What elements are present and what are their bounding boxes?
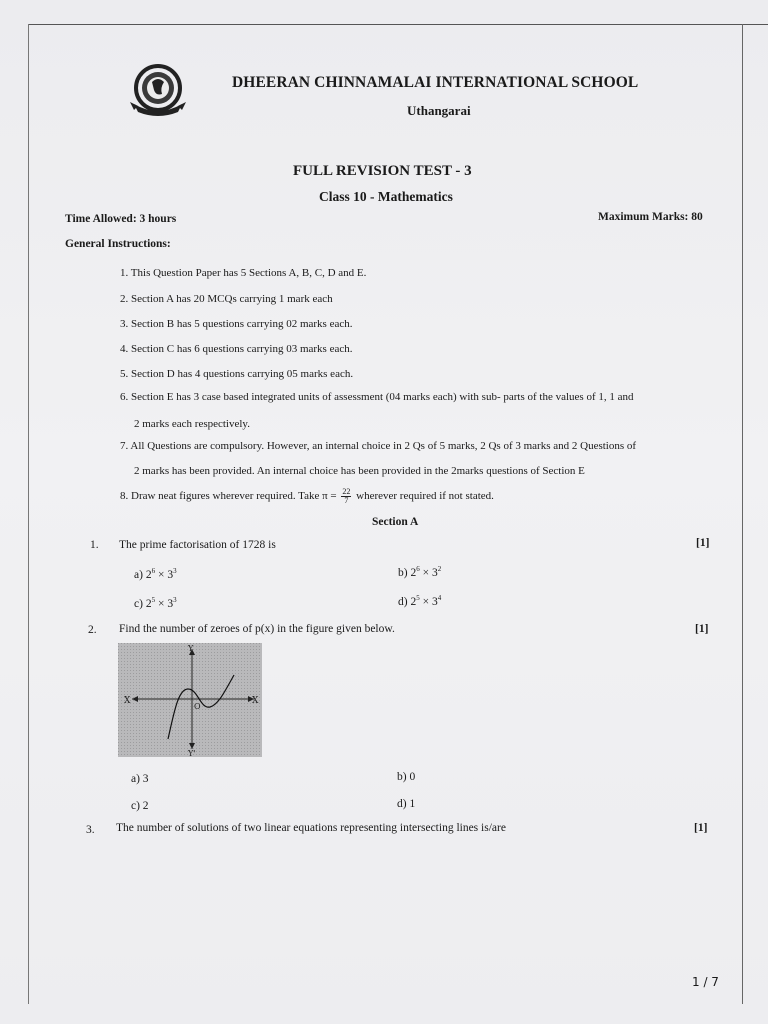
exponent: 5 — [416, 594, 420, 603]
instruction-item: 6. Section E has 3 case based integrated units of assessment (04 marks each) with sub- parts of the values of 1, 1 and — [120, 391, 634, 403]
origin-label: O — [194, 702, 201, 711]
question-text: The prime factorisation of 1728 is — [119, 539, 276, 551]
class-subject: Class 10 - Mathematics — [319, 189, 453, 204]
question-marks: [1] — [694, 822, 708, 834]
operator: × — [157, 569, 165, 581]
instruction-item: 1. This Question Paper has 5 Sections A, B, C, D and E. — [120, 267, 367, 279]
exponent: 3 — [173, 596, 177, 605]
option-a — [134, 569, 177, 581]
time-allowed: Time Allowed: 3 hours — [65, 213, 177, 225]
base: 3 — [431, 567, 438, 579]
base: 3 — [167, 569, 174, 581]
page-border-left — [28, 24, 29, 1004]
x-left-label: X — [124, 696, 131, 706]
polynomial-graph-figure — [118, 643, 262, 757]
base: 3 — [431, 596, 438, 608]
exponent: 6 — [416, 565, 420, 574]
y-top-label: Y — [188, 644, 194, 653]
instruction-item: 2. Section A has 20 MCQs carrying 1 mark each — [120, 293, 333, 305]
instruction-item: 4. Section C has 6 questions carrying 03 marks each. — [120, 343, 353, 355]
instruction-item-8 — [120, 488, 494, 505]
instruction-item: 2 marks each respectively. — [134, 418, 250, 430]
instruction-item: 5. Section D has 4 questions carrying 05 marks each. — [120, 368, 354, 380]
option-c: c) 2 — [131, 800, 149, 812]
option-label: c) — [134, 598, 143, 610]
instruction-8-before: 8. Draw neat figures wherever required. Take π = — [120, 490, 337, 503]
question-marks: [1] — [696, 537, 710, 549]
question-number: 1. — [90, 539, 99, 551]
option-label: d) — [398, 596, 408, 608]
option-d: d) 1 — [397, 798, 416, 810]
base: 2 — [145, 598, 152, 610]
school-name: DHEERAN CHINNAMALAI INTERNATIONAL SCHOOL — [232, 74, 639, 91]
question-text: Find the number of zeroes of p(x) in the figure given below. — [119, 623, 395, 635]
instruction-item: 3. Section B has 5 questions carrying 02 marks each. — [120, 318, 353, 330]
section-heading: Section A — [372, 516, 419, 528]
x-right-label: X — [252, 696, 259, 706]
option-label: b) — [398, 567, 408, 579]
pi-fraction — [341, 488, 351, 505]
exponent: 3 — [173, 567, 177, 576]
option-a: a) 3 — [131, 773, 149, 785]
base: 3 — [167, 598, 174, 610]
school-location: Uthangarai — [407, 103, 471, 118]
base: 2 — [410, 596, 417, 608]
exponent: 5 — [151, 596, 156, 605]
base: 2 — [410, 567, 417, 579]
operator: × — [157, 598, 165, 610]
instruction-item: 7. All Questions are compulsory. However, an internal choice in 2 Qs of 5 marks, 2 Qs of 3 marks and 2 Questions of — [120, 440, 637, 452]
question-number: 3. — [86, 824, 95, 836]
option-b — [398, 567, 441, 579]
exponent: 6 — [151, 567, 156, 576]
question-marks: [1] — [695, 623, 709, 635]
instruction-item: 2 marks has been provided. An internal choice has been provided in the 2marks questions of Section E — [134, 465, 585, 477]
test-title: FULL REVISION TEST - 3 — [293, 163, 472, 179]
option-label: a) — [134, 569, 143, 581]
operator: × — [422, 567, 430, 579]
instruction-8-after: wherever required if not stated. — [356, 490, 494, 503]
page-number: 1 / 7 — [692, 975, 719, 989]
exponent: 2 — [437, 565, 442, 574]
school-logo-icon — [130, 62, 186, 118]
maximum-marks: Maximum Marks: 80 — [598, 211, 703, 223]
question-number: 2. — [88, 624, 97, 636]
option-b: b) 0 — [397, 771, 416, 783]
page-border-right — [742, 24, 743, 1004]
question-text: The number of solutions of two linear equations representing intersecting lines is/are — [116, 822, 506, 834]
general-instructions-heading: General Instructions: — [65, 238, 171, 250]
fraction-numerator: 22 — [342, 487, 351, 496]
exponent: 4 — [437, 594, 442, 603]
y-bottom-label: Y' — [188, 749, 196, 757]
operator: × — [422, 596, 430, 608]
fraction-denominator: 7 — [344, 496, 349, 505]
option-d — [398, 596, 441, 608]
option-c — [134, 598, 177, 610]
base: 2 — [145, 569, 152, 581]
page-border-top — [28, 24, 768, 25]
